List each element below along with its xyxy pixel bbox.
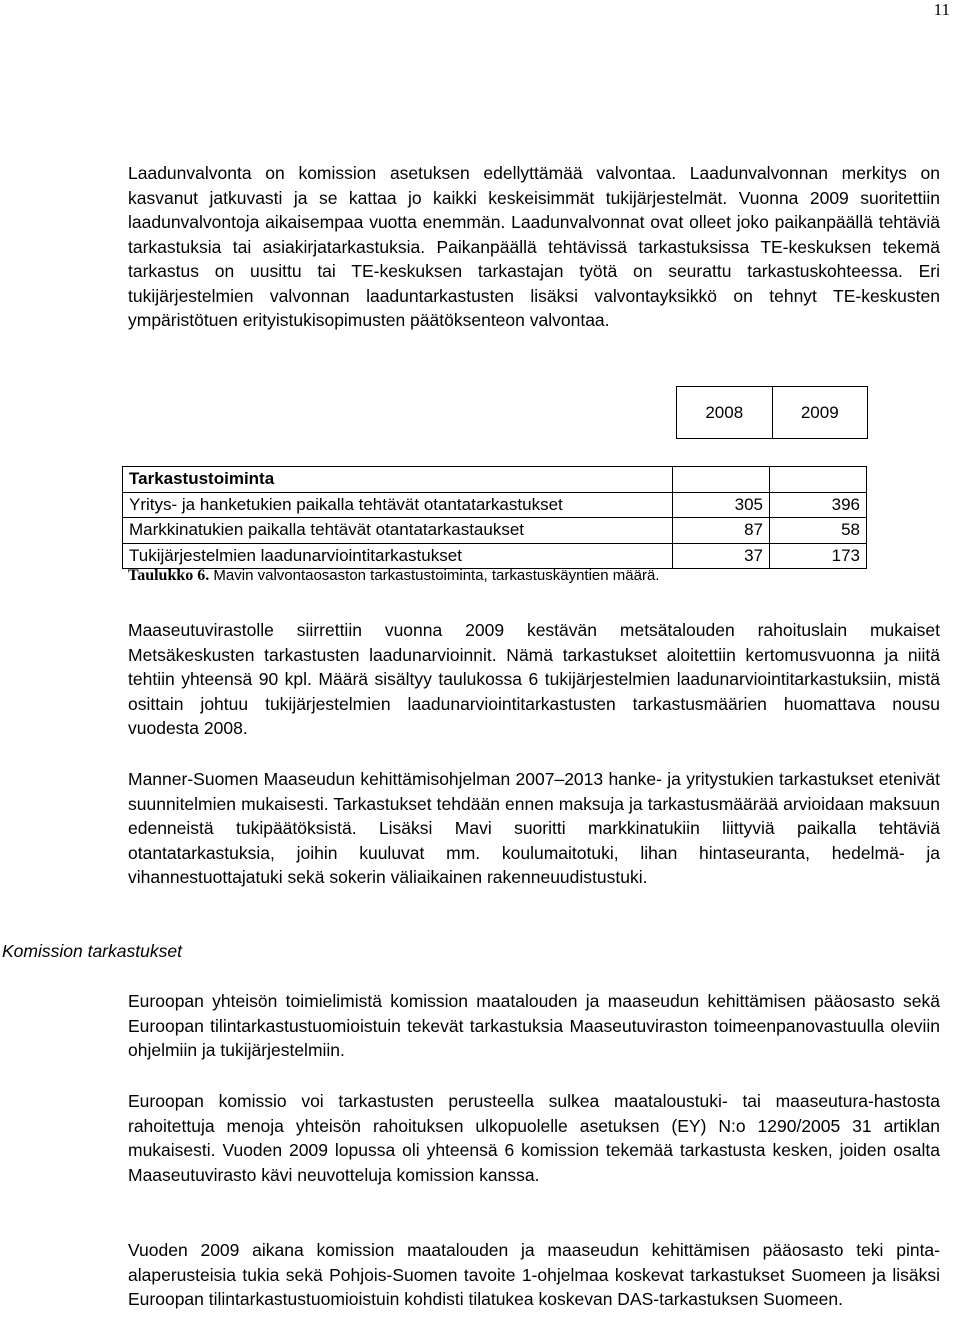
table-cell-empty: [673, 467, 770, 493]
table-row: [123, 518, 867, 544]
paragraph-commission-exclusion: Euroopan komissio voi tarkastusten perusteella sulkea maataloustuki- tai maaseutura-hastosta rahoitettuja menoja yhteisön rahoituksen ulkopuolelle asetuksen (EY) N:o 1290/2005 31 artiklan mukaisesti. Vuoden 2009 lopussa oli yhteensä 6 komission tekemää tarkastusta kesken, joiden osalta Maaseutuvirasto kävi neuvotteluja komission kanssa.: [128, 1091, 940, 1185]
table-row-label: Markkinatukien paikalla tehtävät otantatarkastaukset: [123, 518, 673, 544]
paragraph-forest-centres: Maaseutuvirastolle siirrettiin vuonna 2009 kestävän metsätalouden rahoituslain mukaiset Metsäkeskusten tarkastusten laadunarvioinnit. Nämä tarkastukset aloitettiin kertomusvuonna ja niitä tehtiin yhteensä 90 kpl. Määrä sisältyy taulukossa 6 tukijärjestelmien laadunarviointitarkastuksiin, mistä osittain johtuu tukijärjestelmien laadunarviointitarkastusten tarkastusmäärien huomattava nousu vuodesta 2008.: [128, 620, 940, 738]
table-cell-2008: 37: [673, 543, 770, 569]
table-cell-2009: 173: [770, 543, 867, 569]
table-group-heading: Tarkastustoiminta: [123, 467, 673, 493]
table-row: [123, 543, 867, 569]
table-cell-2009: 396: [770, 492, 867, 518]
table-row-label: Yritys- ja hanketukien paikalla tehtävät otantatarkastukset: [123, 492, 673, 518]
paragraph-2009-audits: Vuoden 2009 aikana komission maatalouden ja maaseudun kehittämisen pääosasto teki pinta-alaperusteisia tukia sekä Pohjois-Suomen tavoite 1-ohjelmaa koskevat tarkastukset Suomeen ja lisäksi Euroopan tilintarkastustuomioistuin kohdisti tilatukea koskevan DAS-tarkastuksen Suomeen.: [128, 1240, 940, 1309]
paragraph-rural-development: Manner-Suomen Maaseudun kehittämisohjelman 2007–2013 hanke- ja yritystukien tarkastukset etenivät suunnitelmien mukaisesti. Tarkastukset tehdään ennen maksuja ja tarkastusmäärää arvioidaan maksuun edenneistä tukipäätöksistä. Lisäksi Mavi suoritti markkinatukiin liittyviä paikalla tehtäviä otantatarkastuksia, joihin kuuluvat mm. koulumaitotuki, lihan hintaseuranta, hedelmä- ja vihannestuottajatuki sekä sokerin väliaikainen rakenneuudistustuki.: [128, 769, 940, 887]
side-heading: Komission tarkastukset: [2, 941, 182, 961]
table-caption-text: Mavin valvontaosaston tarkastustoiminta, tarkastuskäyntien määrä.: [209, 567, 660, 584]
page-number: 11: [933, 0, 950, 19]
paragraph-quality-control: Laadunvalvonta on komission asetuksen edellyttämää valvontaa. Laadunvalvonnan merkitys on kasvanut jatkuvasti ja se kattaa jo kaikki keskeisimmät tukijärjestelmät. Vuonna 2009 suoritettiin laadunvalvontoja aikaisempaa vuotta enemmän. Laadunvalvonnat ovat olleet joko paikanpäällä tehtäviä tarkastuksia tai asiakirjatarkastuksia. Paikanpäällä tehtävissä tarkastuksissa TE-keskuksen tekemä tarkastus on uusittu tai TE-keskuksen tarkastajan työtä on seurattu tarkastuskohteessa. Eri tukijärjestelmien valvonnan laaduntarkastusten lisäksi valvontayksikkö on tehnyt TE-keskusten ympäristötuen erityistukisopimusten päätöksenteon valvontaa.: [128, 163, 940, 330]
year-2008-header: 2008: [705, 402, 744, 422]
table-cell-empty: [770, 467, 867, 493]
year-2009-header: 2009: [772, 387, 868, 438]
table-cell-2008: 87: [673, 518, 770, 544]
table-cell-2009: 58: [770, 518, 867, 544]
year-header-box: [676, 386, 868, 439]
table-caption: [128, 567, 659, 585]
paragraph-eu-institutions: Euroopan yhteisön toimielimistä komission maatalouden ja maaseudun kehittämisen pääosasto sekä Euroopan tilintarkastustuomioistuin tekevät tarkastuksia Maaseutuviraston toimeenpanovastuulla oleviin ohjelmiin ja tukijärjestelmiin.: [128, 991, 940, 1060]
table-row-label: Tukijärjestelmien laadunarviointitarkastukset: [123, 543, 673, 569]
table-caption-label: Taulukko 6.: [128, 567, 210, 584]
table-group-heading-row: [123, 467, 867, 493]
table-row: [123, 492, 867, 518]
inspection-table: [122, 466, 867, 569]
table-cell-2008: 305: [673, 492, 770, 518]
